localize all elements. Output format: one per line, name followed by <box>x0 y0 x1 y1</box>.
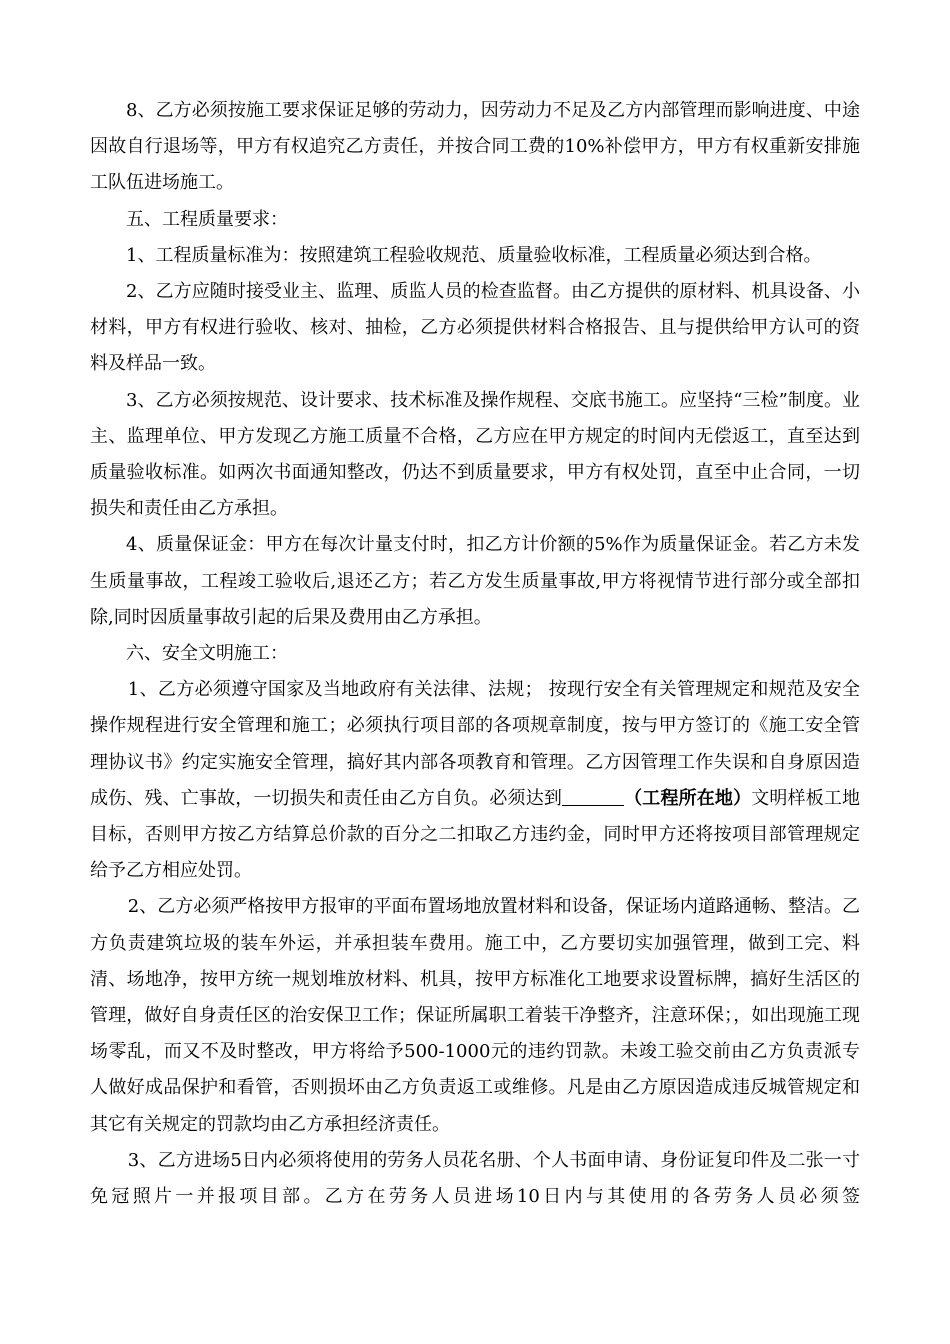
section-heading-safety: 六、安全文明施工： <box>126 643 288 665</box>
safety-clause-1-text-a: 1、乙方必须遵守国家及当地政府有关法律、法规； 按现行安全有关管理规定和规范及安全操作规程进行安全管理和施工；必须执行项目部的各项规章制度，按与甲方签订的《施工安全管理协议书》约定实施安全管理，搞好其内部各项教育和管理。乙方因管理工作失误和自身原因造成伤、残、亡事故，一切损失和责任由乙方自负。必须达到 <box>90 679 860 809</box>
quality-clause-2: 2、乙方应随时接受业主、监理、质监人员的检查监督。由乙方提供的原材料、机具设备、小材料，甲方有权进行验收、核对、抽检，乙方必须提供材料合格报告、且与提供给甲方认可的资料及样品一致。 <box>90 281 860 375</box>
safety-clause-2: 2、乙方必须严格按甲方报审的平面布置场地放置材料和设备，保证场内道路通畅、整洁。乙方负责建筑垃圾的装车外运，并承担装车费用。施工中，乙方要切实加强管理，做到工完、料清、场地净，按甲方统一规划堆放材料、机具，按甲方标准化工地要求设置标牌，搞好生活区的管理，做好自身责任区的治安保卫工作；保证所属职工着装干净整齐，注意环保；，如出现施工现场零乱，而又不及时整改，甲方将给予500-1000元的违约罚款。未竣工验交前由乙方负责派专人做好成品保护和看管，否则损坏由乙方负责返工或维修。凡是由乙方原因造成违反城管规定和其它有关规定的罚款均由乙方承担经济责任。 <box>90 896 860 1135</box>
safety-clause-1-text-b: 文明样板工地目标，否则甲方按乙方结算总价款的百分之二扣取乙方违约金，同时甲方还将按项目部管理规定给予乙方相应处罚。 <box>90 787 861 882</box>
document-body <box>90 93 860 1215</box>
quality-clause-4: 4、质量保证金：甲方在每次计量支付时，扣乙方计价额的5%作为质量保证金。若乙方未发生质量事故，工程竣工验收后,退还乙方；若乙方发生质量事故,甲方将视情节进行部分或全部扣除,同时因质量事故引起的后果及费用由乙方承担。 <box>90 534 860 628</box>
clause-8: 8、乙方必须按施工要求保证足够的劳动力，因劳动力不足及乙方内部管理而影响进度、中途因故自行退场等，甲方有权追究乙方责任，并按合同工费的10%补偿甲方，甲方有权重新安排施工队伍进场施工。 <box>90 100 860 194</box>
fill-in-blank <box>562 789 624 806</box>
section-heading-quality: 五、工程质量要求： <box>126 208 288 230</box>
safety-clause-3: 3、乙方进场5日内必须将使用的劳务人员花名册、个人书面申请、身份证复印件及二张一寸免冠照片一并报项目部。乙方在劳务人员进场10日内与其使用的各劳务人员必须签 <box>90 1149 860 1208</box>
quality-clause-1: 1、工程质量标准为：按照建筑工程验收规范、质量验收标准，工程质量必须达到合格。 <box>126 244 822 266</box>
quality-clause-3: 3、乙方必须按规范、设计要求、技术标准及操作规程、交底书施工。应坚持“三检”制度。业主、监理单位、甲方发现乙方施工质量不合格，乙方应在甲方规定的时间内无偿返工，直至达到质量验收标准。如两次书面通知整改，仍达不到质量要求，甲方有权处罚，直至中止合同，一切损失和责任由乙方承担。 <box>90 389 860 520</box>
safety-clause-1 <box>90 672 860 889</box>
safety-clause-1-bold-text: （工程所在地） <box>624 787 752 809</box>
